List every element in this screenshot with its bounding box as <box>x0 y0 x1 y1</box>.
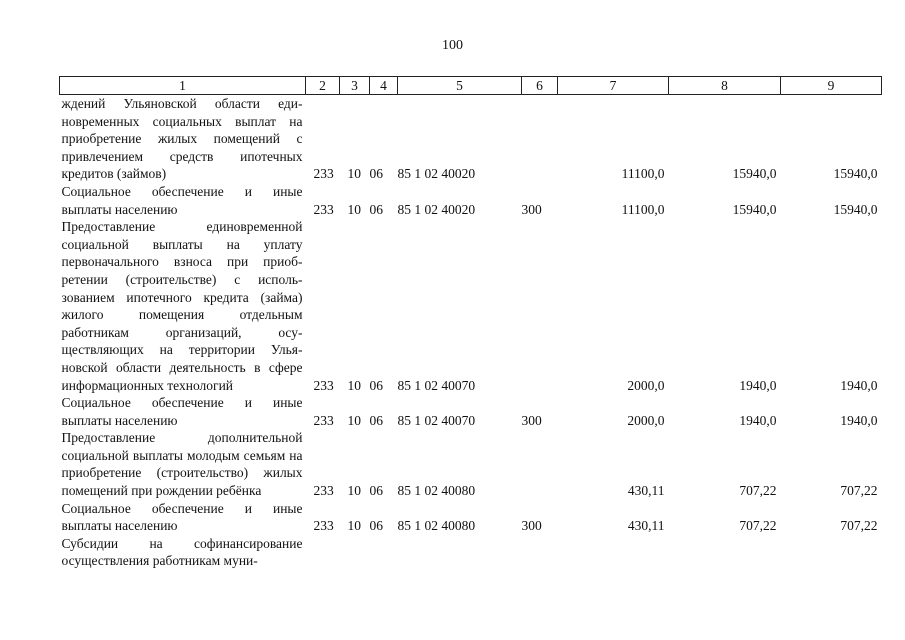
row-pr: 06 <box>369 166 383 182</box>
row-gl <box>306 535 340 570</box>
row-value-1: 2000,0 <box>627 377 665 393</box>
row-value-3: 15940,0 <box>833 201 878 217</box>
row-value-2 <box>669 535 781 570</box>
column-header: 8 <box>669 77 781 95</box>
table-row <box>60 394 882 429</box>
row-pr: 06 <box>369 201 383 217</box>
row-pr: 06 <box>369 377 383 393</box>
row-value-3: 1940,0 <box>840 377 878 393</box>
column-header: 2 <box>306 77 340 95</box>
column-header: 9 <box>781 77 882 95</box>
row-csr: 85 1 02 40080 <box>397 518 476 534</box>
row-csr: 85 1 02 40020 <box>397 201 476 217</box>
row-vr <box>522 95 558 183</box>
row-value-3: 707,22 <box>840 518 878 534</box>
row-value-1: 430,11 <box>627 483 665 499</box>
row-value-3: 15940,0 <box>833 166 878 182</box>
row-csr <box>398 535 522 570</box>
column-header: 3 <box>340 77 370 95</box>
table-header <box>60 77 882 95</box>
row-value-2: 707,22 <box>739 483 777 499</box>
row-value-2: 15940,0 <box>732 166 777 182</box>
column-header: 4 <box>370 77 398 95</box>
column-header: 7 <box>558 77 669 95</box>
table-row <box>60 535 882 570</box>
row-csr: 85 1 02 40020 <box>397 166 476 182</box>
column-header: 1 <box>60 77 306 95</box>
row-vr: 300 <box>521 412 542 428</box>
row-value-2: 1940,0 <box>739 412 777 428</box>
row-value-3 <box>781 535 882 570</box>
table-row <box>60 183 882 218</box>
row-vr: 300 <box>521 201 542 217</box>
row-gl: 233 <box>313 201 334 217</box>
row-csr: 85 1 02 40070 <box>397 377 476 393</box>
row-name: Субсидии на софинансирование осуществления работникам муни- <box>61 535 303 569</box>
row-pr: 06 <box>369 412 383 428</box>
row-rz: 10 <box>347 377 361 393</box>
row-csr: 85 1 02 40080 <box>397 483 476 499</box>
row-vr <box>522 218 558 394</box>
row-gl: 233 <box>313 483 334 499</box>
row-rz: 10 <box>347 166 361 182</box>
column-header: 5 <box>398 77 522 95</box>
row-value-1: 11100,0 <box>621 201 665 217</box>
row-rz <box>340 535 370 570</box>
row-rz: 10 <box>347 412 361 428</box>
row-value-1: 430,11 <box>627 518 665 534</box>
row-rz: 10 <box>347 483 361 499</box>
row-value-2: 15940,0 <box>732 201 777 217</box>
row-name: Предоставление единовременной социальной выплаты на уплату первоначального взноса при приобретении (строительстве) с использованием ипотечного кредита (займа) жилого помещения отдельным работникам организаций, осуществляющих на территории Ульяновской области деятельность в сфере информационных технологий <box>61 219 303 393</box>
row-vr <box>522 429 558 499</box>
row-value-3: 707,22 <box>840 483 878 499</box>
table-row <box>60 95 882 183</box>
row-value-2: 707,22 <box>739 518 777 534</box>
row-vr <box>522 535 558 570</box>
column-header: 6 <box>522 77 558 95</box>
header-row <box>60 77 882 95</box>
row-value-2: 1940,0 <box>739 377 777 393</box>
row-value-1: 11100,0 <box>621 166 665 182</box>
table-body <box>60 95 882 571</box>
row-name: Социальное обеспечение и иные выплаты населению <box>61 500 303 534</box>
table-row <box>60 429 882 499</box>
row-pr: 06 <box>369 518 383 534</box>
table-row <box>60 218 882 394</box>
page-number: 100 <box>442 38 463 53</box>
row-name: Предоставление дополнительной социальной выплаты молодым семьям на приобретение (строительство) жилых помещений при рождении ребёнка <box>61 430 303 499</box>
row-name: Социальное обеспечение и иные выплаты населению <box>61 395 303 428</box>
row-csr: 85 1 02 40070 <box>397 412 476 428</box>
row-value-1 <box>558 535 669 570</box>
row-gl: 233 <box>313 166 334 182</box>
row-gl: 233 <box>313 377 334 393</box>
row-value-3: 1940,0 <box>840 412 878 428</box>
budget-table <box>59 76 882 570</box>
table-row <box>60 500 882 535</box>
row-gl: 233 <box>313 412 334 428</box>
row-rz: 10 <box>347 201 361 217</box>
row-rz: 10 <box>347 518 361 534</box>
row-vr: 300 <box>521 518 542 534</box>
row-value-1: 2000,0 <box>627 412 665 428</box>
row-pr <box>370 535 398 570</box>
row-name: Социальное обеспечение и иные выплаты населению <box>61 183 303 217</box>
row-gl: 233 <box>313 518 334 534</box>
row-pr: 06 <box>369 483 383 499</box>
row-name: ждений Ульяновской области единовременных социальных выплат на приобретение жилых помещений с привлечением средств ипотечных кредитов (займов) <box>61 96 303 182</box>
